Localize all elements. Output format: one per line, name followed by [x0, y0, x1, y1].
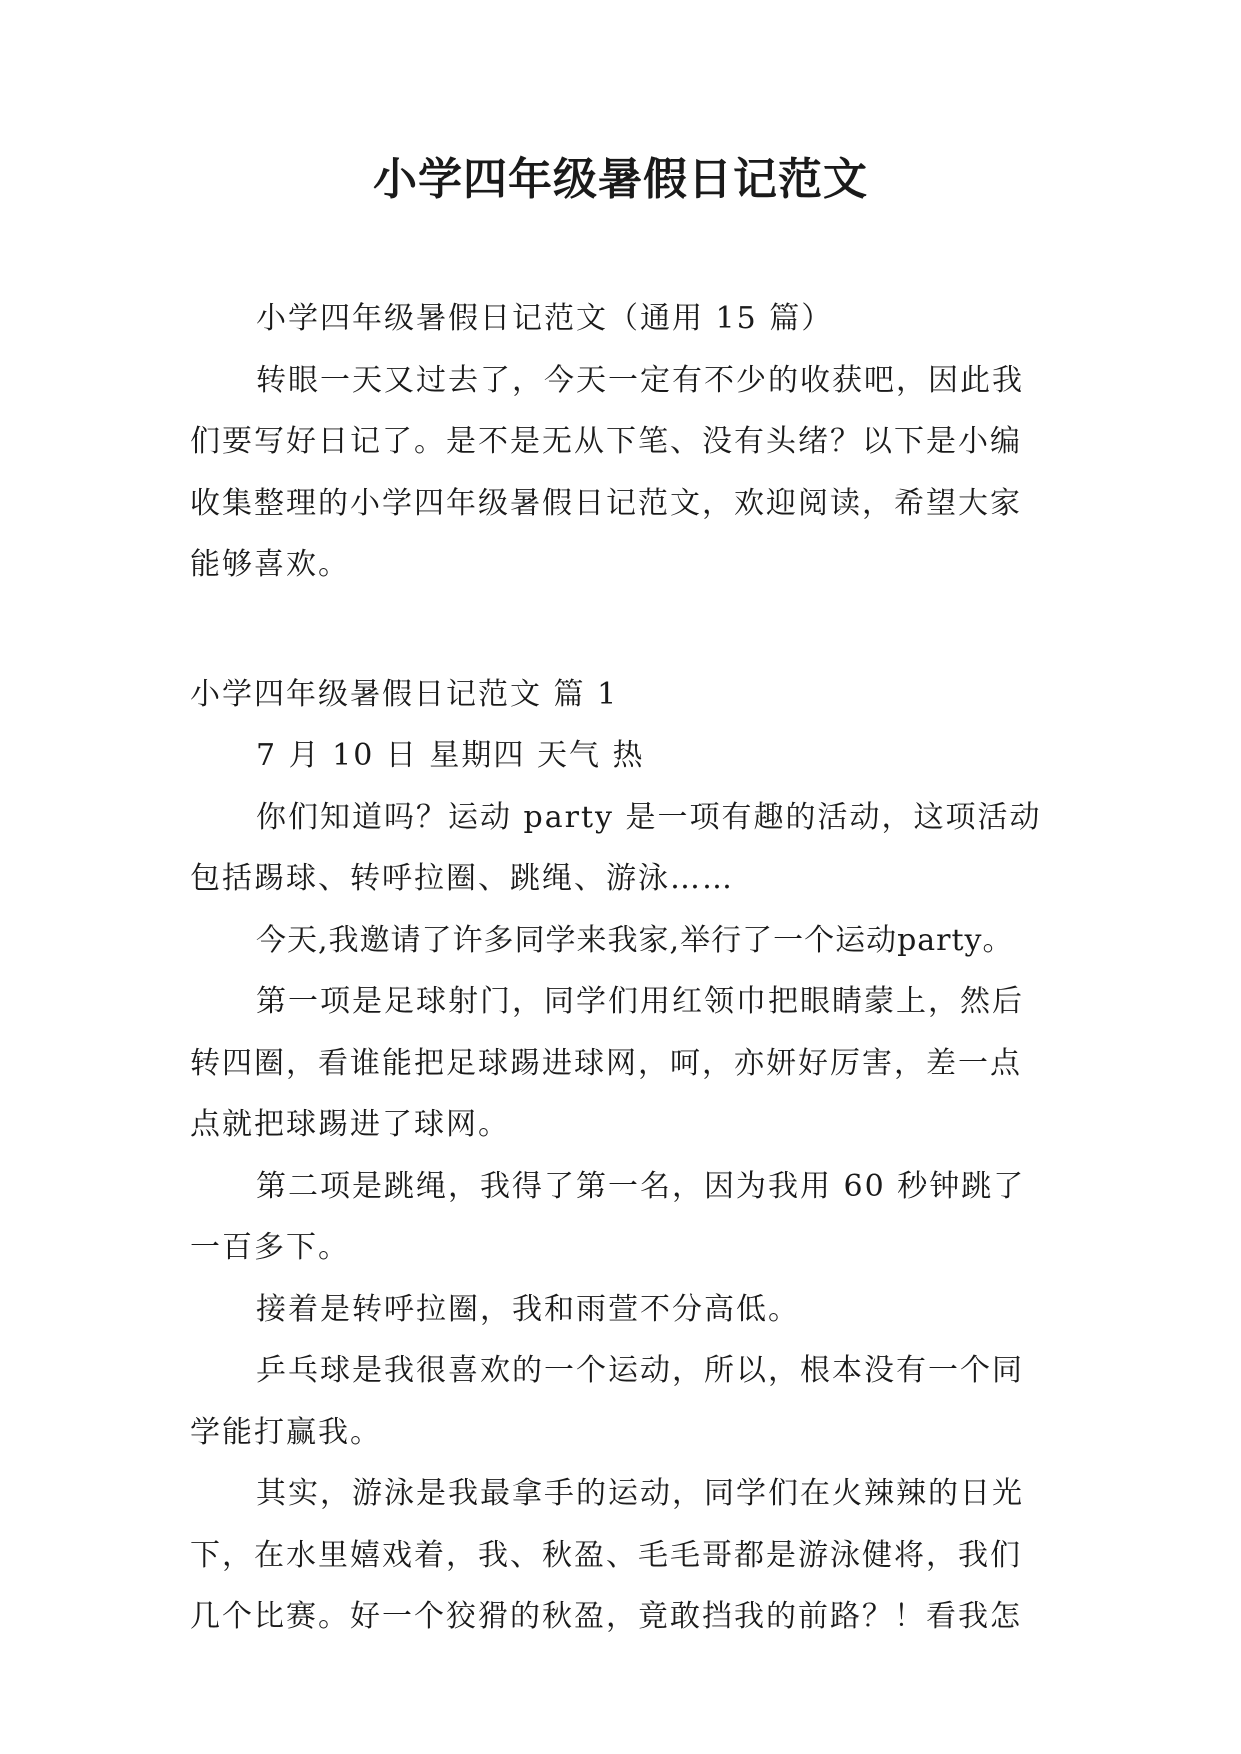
intro-line: 能够喜欢。	[190, 547, 350, 582]
paragraph-line: 今天,我邀请了许多同学来我家,举行了一个运动party。	[256, 922, 1014, 958]
paragraph-line: 接着是转呼拉圈，我和雨萱不分高低。	[256, 1291, 800, 1327]
paragraph-line: 下，在水里嬉戏着，我、秋盈、毛毛哥都是游泳健将，我们	[190, 1537, 1022, 1573]
intro-paragraph-cont	[190, 411, 1060, 596]
section-spacer	[190, 596, 1060, 664]
document-body	[190, 288, 1060, 1648]
body-paragraph-cont	[190, 1402, 1060, 1464]
document-subtitle: 小学四年级暑假日记范文（通用 15 篇）	[256, 301, 834, 336]
paragraph-line: 转四圈，看谁能把足球踢进球网，呵，亦妍好厉害，差一点	[190, 1045, 1022, 1081]
body-paragraph	[190, 787, 1060, 849]
paragraph-line: 一百多下。	[190, 1230, 350, 1265]
paragraph-line: 第一项是足球射门，同学们用红领巾把眼睛蒙上，然后	[256, 984, 1024, 1019]
paragraph-line: 第二项是跳绳，我得了第一名，因为我用 60 秒钟跳了	[256, 1168, 1026, 1204]
intro-line: 收集整理的小学四年级暑假日记范文，欢迎阅读，希望大家	[190, 485, 1022, 521]
body-paragraph	[190, 971, 1060, 1033]
body-paragraph	[190, 1279, 1060, 1341]
body-paragraph	[190, 1156, 1060, 1218]
paragraph-line: 学能打赢我。	[190, 1414, 382, 1450]
intro-line: 们要写好日记了。是不是无从下笔、没有头绪？以下是小编	[190, 424, 1022, 459]
paragraph-line: 你们知道吗？运动 party 是一项有趣的活动，这项活动	[256, 799, 1042, 835]
date-line: 7 月 10 日 星期四 天气 热	[256, 738, 645, 773]
section-heading: 小学四年级暑假日记范文 篇 1	[190, 676, 619, 712]
body-paragraph-cont	[190, 1033, 1060, 1156]
body-paragraph	[190, 1340, 1060, 1402]
body-paragraph	[190, 1463, 1060, 1525]
paragraph-line: 点就把球踢进了球网。	[190, 1107, 510, 1142]
paragraph-line: 几个比赛。好一个狡猾的秋盈，竟敢挡我的前路？！看我怎	[190, 1599, 1022, 1634]
paragraph-line: 其实，游泳是我最拿手的运动，同学们在火辣辣的日光	[256, 1476, 1024, 1511]
paragraph-line: 乒乓球是我很喜欢的一个运动，所以，根本没有一个同	[256, 1353, 1024, 1388]
intro-line: 转眼一天又过去了，今天一定有不少的收获吧，因此我	[256, 362, 1024, 398]
body-paragraph-cont	[190, 1217, 1060, 1279]
body-paragraph-cont	[190, 848, 1060, 910]
intro-paragraph	[190, 350, 1060, 412]
document-title: 小学四年级暑假日记范文	[373, 154, 868, 205]
body-paragraph	[190, 910, 1060, 972]
body-paragraph-cont	[190, 1525, 1060, 1648]
paragraph-line: 包括踢球、转呼拉圈、跳绳、游泳……	[190, 861, 734, 896]
